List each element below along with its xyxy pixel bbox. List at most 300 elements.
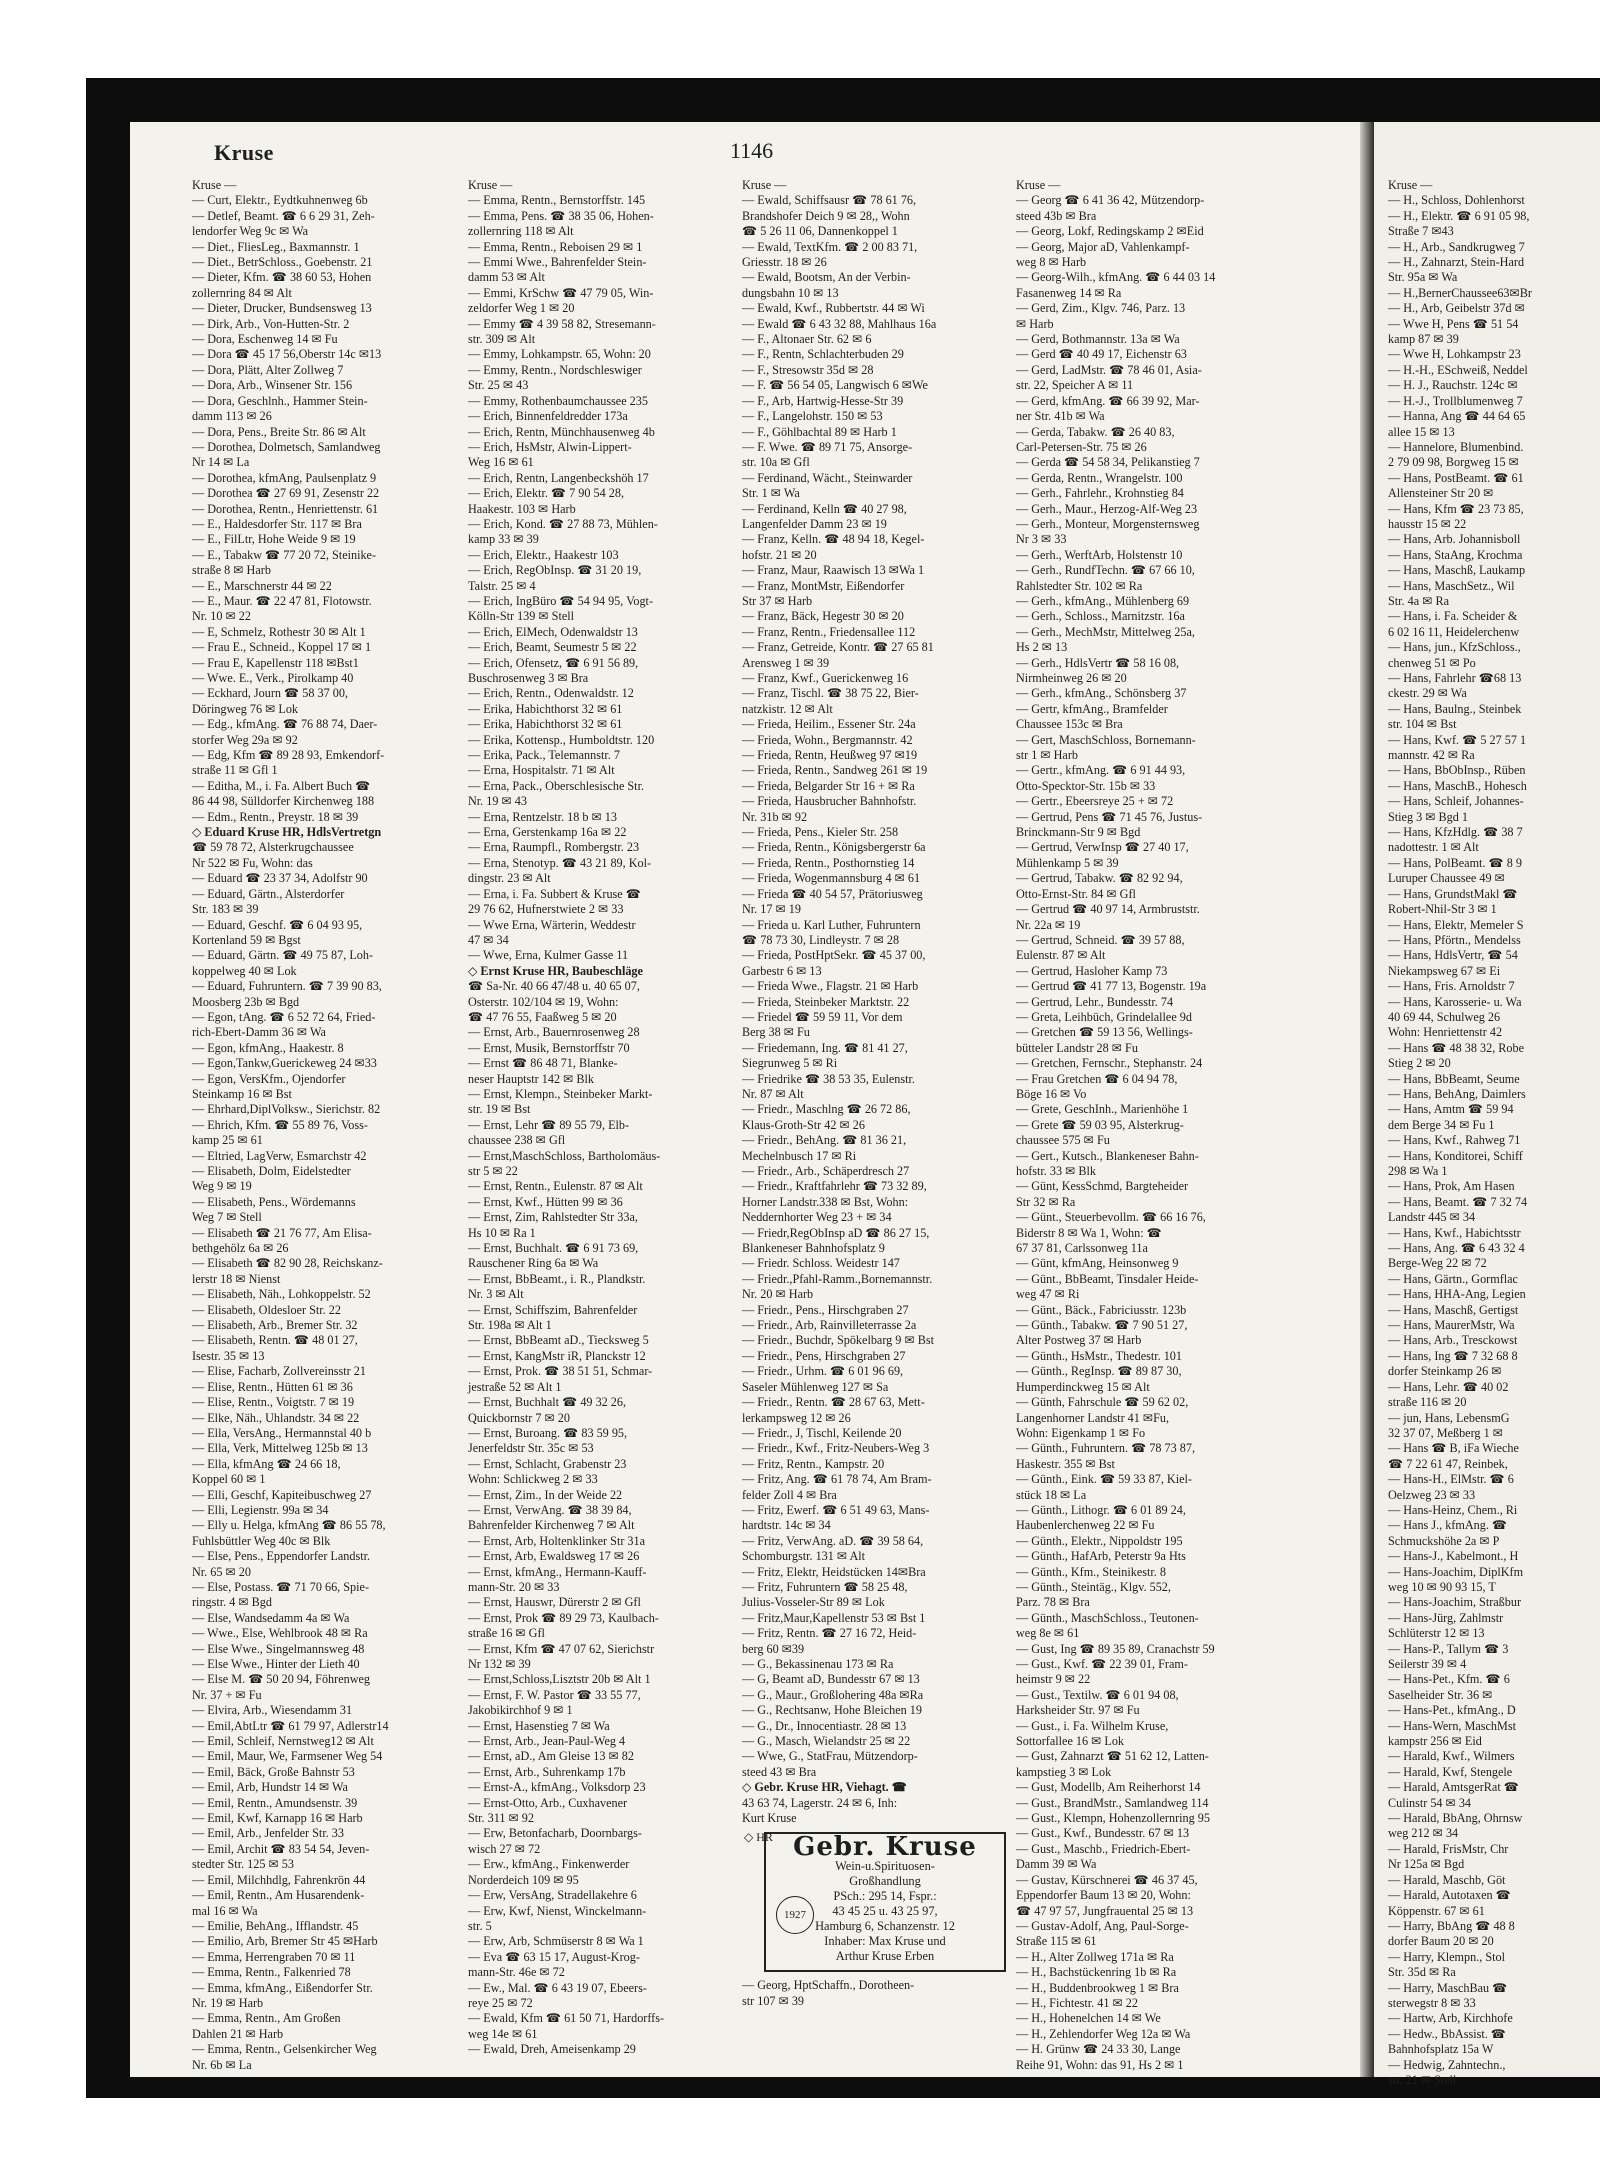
- directory-entry: kampstr 256 ✉ Eid: [1388, 1734, 1482, 1749]
- directory-entry: Saselheider Str. 36 ✉: [1388, 1687, 1493, 1702]
- directory-entry: str 107 ✉ 39: [742, 1993, 805, 2008]
- directory-entry: ckestr. 29 ✉ Wa: [1388, 686, 1467, 701]
- directory-entry: — H., Schloss, Dohlenhorst: [1388, 193, 1525, 208]
- directory-entry: — Friedel ☎ 59 59 11, Vor dem: [742, 1009, 903, 1024]
- directory-entry: Sottorfallee 16 ✉ Lok: [1016, 1734, 1125, 1749]
- directory-entry: — Ernst, Klempn., Steinbeker Markt-: [468, 1086, 653, 1101]
- directory-entry: — Wwe Erna, Wärterin, Weddestr: [468, 917, 636, 932]
- directory-entry: — Fritz, Rentn. ☎ 27 16 72, Heid-: [742, 1626, 917, 1641]
- directory-entry: — Ernst, Buchhalt. ☎ 6 91 73 69,: [468, 1241, 639, 1256]
- directory-entry: — Günth., RegInsp. ☎ 89 87 30,: [1016, 1364, 1182, 1379]
- directory-entry: allee 15 ✉ 13: [1388, 424, 1455, 439]
- ad-line: Großhandlung: [849, 1874, 921, 1889]
- directory-entry: — Egon, VersKfm., Ojendorfer: [192, 1071, 346, 1086]
- directory-entry: Brinckmann-Str 9 ✉ Bgd: [1016, 825, 1141, 840]
- ad-line: Inhaber: Max Kruse und: [824, 1934, 946, 1949]
- directory-entry: — H., Hohenelchen 14 ✉ We: [1016, 2011, 1161, 2026]
- directory-entry: — Friedr., Kwf., Fritz-Neubers-Weg 3: [742, 1441, 930, 1456]
- directory-entry: 2 79 09 98, Borgweg 15 ✉: [1388, 455, 1519, 470]
- directory-entry: str 5 ✉ 22: [468, 1164, 518, 1178]
- directory-entry: — Emmy, Lohkampstr. 65, Wohn: 20: [468, 347, 651, 362]
- directory-entry: — Gerd, Bothmannstr. 13a ✉ Wa: [1016, 332, 1180, 347]
- directory-entry: — Hans, Karosserie- u. Wa: [1388, 994, 1522, 1009]
- directory-entry: mannstr. 42 ✉ Ra: [1388, 748, 1475, 763]
- adjacent-page: [1374, 122, 1600, 2087]
- directory-entry: — Gertrud, Pens ☎ 71 45 76, Justus-: [1016, 809, 1203, 824]
- directory-entry: — Dora, Arb., Winsener Str. 156: [192, 378, 353, 393]
- directory-entry: Haakestr. 103 ✉ Harb: [468, 501, 576, 516]
- directory-entry: — Ernst, Kfm ☎ 47 07 62, Sierichstr: [468, 1641, 655, 1656]
- directory-entry: — Else Wwe., Singelmannsweg 48: [192, 1641, 365, 1656]
- directory-entry: — Wwe H, Lohkampstr 23: [1388, 347, 1521, 362]
- directory-entry: lerstr 18 ✉ Nienst: [192, 1271, 281, 1286]
- directory-entry: — H., Zahnarzt, Stein-Hard: [1388, 255, 1525, 270]
- directory-entry: 43 63 74, Lagerstr. 24 ✉ 6, Inh:: [742, 1795, 898, 1810]
- directory-entry: — Hans, Kwf., Habichtsstr: [1388, 1225, 1521, 1240]
- directory-entry: chenweg 51 ✉ Po: [1388, 655, 1476, 670]
- directory-entry: — Erw, VersAng, Stradellakehre 6: [468, 1888, 637, 1903]
- directory-entry: — Erw, Arb, Schmüserstr 8 ✉ Wa 1: [468, 1934, 644, 1949]
- directory-entry: — Frieda ☎ 40 54 57, Prätoriusweg: [742, 886, 923, 901]
- directory-entry: — Fritz, VerwAng. aD. ☎ 39 58 64,: [742, 1533, 924, 1548]
- directory-entry: — Else Wwe., Hinter der Lieth 40: [192, 1657, 360, 1671]
- directory-entry: Brandshofer Deich 9 ✉ 28,, Wohn: [742, 208, 910, 223]
- directory-entry: bethgehölz 6a ✉ 26: [192, 1241, 289, 1256]
- directory-entry: — Hans, GrundstMakl ☎: [1388, 886, 1518, 901]
- directory-entry: Klaus-Groth-Str 42 ✉ 26: [742, 1117, 865, 1132]
- directory-entry: nadottestr. 1 ✉ Alt: [1388, 840, 1479, 855]
- directory-entry: — Gust, Modellb, Am Reiherhorst 14: [1016, 1780, 1201, 1795]
- directory-entry: Nr. 3 ✉ Alt: [468, 1287, 524, 1302]
- directory-entry: — Ewald, Kwf., Rubbertstr. 44 ✉ Wi: [742, 301, 925, 316]
- directory-entry: — H., Zehlendorfer Weg 12a ✉ Wa: [1016, 2026, 1191, 2041]
- directory-entry: — H., Buddenbrookweg 1 ✉ Bra: [1016, 1980, 1179, 1995]
- directory-entry: — Gerh., MechMstr, Mittelweg 25a,: [1016, 624, 1195, 639]
- directory-entry: — Gertrud ☎ 40 97 14, Armbruststr.: [1016, 902, 1200, 917]
- directory-entry: — Emma, Herrengraben 70 ✉ 11: [192, 1949, 356, 1964]
- directory-entry: — Gustav, Kürschnerei ☎ 46 37 45,: [1016, 1872, 1198, 1887]
- directory-entry: — Frieda u. Karl Luther, Fuhruntern: [742, 917, 921, 932]
- directory-entry: — Elise, Facharb, Zollvereinsstr 21: [192, 1364, 366, 1379]
- directory-entry: — Emil, Bäck, Große Bahnstr 53: [192, 1764, 355, 1779]
- directory-entry: 298 ✉ Wa 1: [1388, 1164, 1448, 1178]
- directory-entry: — Günt., Steuerbevollm. ☎ 66 16 76,: [1016, 1210, 1206, 1225]
- directory-entry: — Elisabeth, Pens., Wördemanns: [192, 1194, 356, 1209]
- directory-entry: — H., Elektr. ☎ 6 91 05 98,: [1388, 208, 1530, 223]
- directory-entry: — Dorothea ☎ 27 69 91, Zesenstr 22: [192, 486, 380, 501]
- directory-entry: — E., Tabakw ☎ 77 20 72, Steinike-: [192, 547, 377, 562]
- directory-entry: — Else, Postass. ☎ 71 70 66, Spie-: [192, 1579, 370, 1594]
- directory-entry: Schomburgstr. 131 ✉ Alt: [742, 1549, 866, 1564]
- directory-entry: Nr. 22a ✉ 19: [1016, 917, 1081, 932]
- directory-entry: Kurt Kruse: [742, 1811, 797, 1826]
- directory-entry: — H. J., Rauchstr. 124c ✉: [1388, 378, 1518, 393]
- directory-entry: Siegrunweg 5 ✉ Ri: [742, 1056, 838, 1071]
- directory-entry: — Gretchen, Fernschr., Stephanstr. 24: [1016, 1056, 1203, 1071]
- directory-entry: — Harald, BbAng, Ohrnsw: [1388, 1811, 1523, 1826]
- directory-entry: — Friedr., Buchdr, Spökelbarg 9 ✉ Bst: [742, 1333, 934, 1348]
- directory-entry: Nr 125a ✉ Bgd: [1388, 1857, 1465, 1872]
- directory-entry: — H., Arb, Geibelstr 37d ✉: [1388, 301, 1525, 316]
- directory-entry: — Emmy ☎ 4 39 58 82, Stresemann-: [468, 316, 656, 331]
- directory-entry: — Gerh., kfmAng., Schönsberg 37: [1016, 686, 1187, 701]
- directory-entry: — Hans, Maschß, Laukamp: [1388, 563, 1526, 578]
- directory-entry: — jun, Hans, LebensmG: [1388, 1410, 1510, 1425]
- directory-entry: — Fritz, Ang. ☎ 61 78 74, Am Bram-: [742, 1472, 932, 1487]
- directory-entry: — H., Arb., Sandkrugweg 7: [1388, 239, 1525, 254]
- directory-entry: — Günth., Steintäg., Klgv. 552,: [1016, 1579, 1171, 1594]
- directory-entry: — Frieda, Rentn., Sandweg 261 ✉ 19: [742, 763, 928, 778]
- directory-entry: — Erna, Hospitalstr. 71 ✉ Alt: [468, 763, 615, 778]
- directory-entry: — Hans-Pet., Kfm. ☎ 6: [1388, 1672, 1510, 1687]
- directory-entry: Wohn: Henriettenstr 42: [1388, 1025, 1503, 1040]
- directory-entry: — Friedrike ☎ 38 53 35, Eulenstr.: [742, 1071, 915, 1086]
- directory-entry: — Elly u. Helga, kfmAng ☎ 86 55 78,: [192, 1518, 386, 1533]
- directory-entry: mal 16 ✉ Wa: [192, 1903, 258, 1918]
- directory-entry: — Emil,AbtLtr ☎ 61 79 97, Adlerstr14: [192, 1718, 389, 1733]
- directory-entry: Kölln-Str 139 ✉ Stell: [468, 609, 575, 624]
- directory-entry: — Günth., Lithogr. ☎ 6 01 89 24,: [1016, 1502, 1186, 1517]
- directory-entry: — Gerh., RundfTechn. ☎ 67 66 10,: [1016, 563, 1195, 578]
- directory-entry: — Ewald ☎ 6 43 32 88, Mahlhaus 16a: [742, 316, 937, 331]
- directory-entry: — Emma, Rentn., Am Großen: [192, 2011, 341, 2026]
- directory-entry: Schlüterstr 12 ✉ 13: [1388, 1626, 1485, 1641]
- directory-entry: — Hans, Baulng., Steinbek: [1388, 701, 1522, 716]
- directory-entry: — E., FilLtr, Hohe Weide 9 ✉ 19: [192, 532, 356, 547]
- directory-entry: Nr. 20 ✉ Harb: [742, 1287, 814, 1302]
- directory-entry: — Else, Pens., Eppendorfer Landstr.: [192, 1549, 371, 1564]
- directory-entry: Allensteiner Str 20 ✉: [1388, 486, 1494, 501]
- directory-entry: Str. 4a ✉ Ra: [1388, 593, 1449, 608]
- directory-entry: — Ella, VersAng., Hermannstal 40 b: [192, 1425, 372, 1440]
- directory-entry: — Ernst, Lehr ☎ 89 55 79, Elb-: [468, 1117, 630, 1132]
- directory-entry: — Friedr., Arb, Rainvilleterrasse 2a: [742, 1318, 917, 1333]
- directory-entry: Arensweg 1 ✉ 39: [742, 655, 830, 670]
- directory-entry: — Ewald, Bootsm, An der Verbin-: [742, 270, 911, 285]
- directory-entry: — Hans, Beamt. ☎ 7 32 74: [1388, 1194, 1528, 1209]
- directory-entry: — Ernst-A., kfmAng., Volksdorp 23: [468, 1780, 646, 1795]
- directory-entry: — Ernst, KangMstr iR, Planckstr 12: [468, 1348, 646, 1363]
- ad-line: Arthur Kruse Erben: [835, 1949, 935, 1964]
- directory-entry: — Eltried, LagVerw, Esmarchstr 42: [192, 1148, 367, 1163]
- directory-entry: Seilerstr 39 ✉ 4: [1388, 1657, 1467, 1671]
- directory-entry: — Elli, Legienstr. 99a ✉ 34: [192, 1502, 329, 1517]
- directory-entry: — H.-H., ESchweiß, Neddel: [1388, 362, 1528, 377]
- business-entry: ◇ Eduard Kruse HR, HdlsVertretgn: [192, 825, 382, 840]
- directory-entry: Str. 198a ✉ Alt 1: [468, 1318, 552, 1333]
- directory-entry: — Ernst, Schiffszim, Bahrenfelder: [468, 1302, 638, 1317]
- directory-entry: ringstr. 4 ✉ Bgd: [192, 1595, 272, 1610]
- directory-entry: Böge 16 ✉ Vo: [1016, 1086, 1087, 1101]
- directory-entry: — Ehrhard,DiplVolksw., Sierichstr. 82: [192, 1102, 381, 1117]
- directory-entry: — Emma, Pens. ☎ 38 35 06, Hohen-: [468, 208, 654, 223]
- directory-entry: kamp 25 ✉ 61: [192, 1133, 263, 1148]
- directory-entry: — Fritz,Maur,Kapellenstr 53 ✉ Bst 1: [742, 1610, 926, 1625]
- directory-entry: Kruse —: [1388, 178, 1433, 192]
- directory-entry: — Hans, Ang. ☎ 6 43 32 4: [1388, 1241, 1525, 1256]
- directory-entry: — F., Rentn, Schlachterbuden 29: [742, 347, 904, 362]
- directory-entry: — Hans-Joachim, DiplKfm: [1388, 1564, 1524, 1579]
- directory-entry: — Hartw, Arb, Kirchhofe: [1388, 2011, 1513, 2026]
- directory-entry: — Friedr., Urhm. ☎ 6 01 96 69,: [742, 1364, 904, 1379]
- directory-entry: — Gust., Maschb., Friedrich-Ebert-: [1016, 1841, 1191, 1856]
- directory-entry: — Emma, Rentn., Bernstorffstr. 145: [468, 193, 646, 208]
- directory-entry: — F., Arb, Hartwig-Hesse-Str 39: [742, 393, 904, 408]
- directory-entry: — Harald, Kwf, Stengele: [1388, 1764, 1513, 1779]
- directory-entry: Fuhlsbüttler Weg 40c ✉ Blk: [192, 1533, 331, 1548]
- directory-entry: — Grete, GeschInh., Marienhöhe 1: [1016, 1102, 1189, 1117]
- directory-entry: — Elisabeth, Näh., Lohkoppelstr. 52: [192, 1287, 371, 1302]
- directory-entry: — Egon, tAng. ☎ 6 52 72 64, Fried-: [192, 1009, 376, 1024]
- directory-entry: — Fritz, Rentn., Kampstr. 20: [742, 1456, 885, 1471]
- directory-entry: — Georg, Major aD, Vahlenkampf-: [1016, 239, 1190, 254]
- directory-entry: — Erich, HsMstr, Alwin-Lippert-: [468, 439, 632, 454]
- directory-entry: — Hans, PostBeamt. ☎ 61: [1388, 470, 1524, 485]
- ad-line: Wein-u.Spirituosen-: [835, 1859, 935, 1874]
- directory-entry: — Hans, Schleif, Johannes-: [1388, 794, 1524, 809]
- directory-entry: — G, Beamt aD, Bundesstr 67 ✉ 13: [742, 1672, 920, 1687]
- directory-entry: — Wwe H, Pens ☎ 51 54: [1388, 316, 1519, 331]
- directory-entry: Julius-Vosseler-Str 89 ✉ Lok: [742, 1595, 885, 1610]
- directory-entry: — Ernst, Rentn., Eulenstr. 87 ✉ Alt: [468, 1179, 643, 1194]
- directory-entry: — Günth., Eink. ☎ 59 33 87, Kiel-: [1016, 1472, 1192, 1487]
- directory-entry: rich-Ebert-Damm 36 ✉ Wa: [192, 1025, 326, 1040]
- directory-entry: — Erika, Pack., Telemannstr. 7: [468, 748, 620, 763]
- business-entry: ◇ Gebr. Kruse HR, Viehagt. ☎: [742, 1780, 907, 1795]
- directory-entry: — Erna, Stenotyp. ☎ 43 21 89, Kol-: [468, 855, 652, 870]
- directory-entry: Mechelnbusch 17 ✉ Ri: [742, 1148, 857, 1163]
- directory-entry: — Editha, M., i. Fa. Albert Buch ☎: [192, 778, 371, 793]
- directory-entry: Koppel 60 ✉ 1: [192, 1472, 266, 1487]
- directory-entry: — Hans, MaschB., Hohesch: [1388, 778, 1527, 793]
- directory-entry: dingstr. 23 ✉ Alt: [468, 871, 551, 886]
- directory-entry: Berg 38 ✉ Fu: [742, 1025, 810, 1040]
- directory-entry: Köppenstr. 67 ✉ 61: [1388, 1903, 1485, 1918]
- directory-entry: — Gust., BrandMstr., Samlandweg 114: [1016, 1795, 1209, 1810]
- directory-entry: Horner Landstr.338 ✉ Bst, Wohn:: [742, 1194, 909, 1209]
- directory-entry: heimstr 9 ✉ 22: [1016, 1672, 1091, 1687]
- directory-entry: — Gert, MaschSchloss, Bornemann-: [1016, 732, 1196, 747]
- directory-entry: — Ella, kfmAng ☎ 24 66 18,: [192, 1456, 341, 1471]
- directory-entry: — Detlef, Beamt. ☎ 6 6 29 31, Zeh-: [192, 208, 375, 223]
- directory-entry: — Greta, Leihbüch, Grindelallee 9d: [1016, 1009, 1192, 1024]
- directory-entry: — Emilie, BehAng., Ifflandstr. 45: [192, 1918, 359, 1933]
- directory-entry: — Erich, Rentn, Münchhausenweg 4b: [468, 424, 655, 439]
- directory-entry: — Hans, StaAng, Krochma: [1388, 547, 1523, 562]
- directory-entry: Griesstr. 18 ✉ 26: [742, 255, 827, 270]
- directory-entry: straße 116 ✉ 20: [1388, 1395, 1467, 1410]
- directory-entry: Nr. 65 ✉ 20: [192, 1564, 251, 1579]
- directory-entry: — Elisabeth, Rentn. ☎ 48 01 27,: [192, 1333, 358, 1348]
- directory-entry: Haubenlerchenweg 22 ✉ Fu: [1016, 1518, 1155, 1533]
- directory-entry: — Ella, Verk, Mittelweg 125b ✉ 13: [192, 1441, 368, 1456]
- directory-entry: — Erika, Habichthorst 32 ✉ 61: [468, 717, 623, 732]
- adjacent-page-column: [1388, 178, 1598, 2088]
- directory-entry: — Else, Wandsedamm 4a ✉ Wa: [192, 1610, 350, 1625]
- directory-entry: hardtstr. 14c ✉ 34: [742, 1518, 831, 1533]
- directory-entry: — Ernst, Kwf., Hütten 99 ✉ 36: [468, 1194, 623, 1209]
- directory-entry: — G., Masch, Wielandstr 25 ✉ 22: [742, 1734, 911, 1749]
- directory-entry: — Dorothea, Rentn., Henriettenstr. 61: [192, 501, 379, 516]
- directory-entry: Str. 25 ✉ 43: [468, 378, 529, 393]
- directory-entry: — Franz, Maur, Raawisch 13 ✉Wa 1: [742, 563, 925, 578]
- directory-entry: — Edm., Rentn., Preystr. 18 ✉ 39: [192, 809, 359, 824]
- directory-entry: — Frieda, Hausbrucher Bahnhofstr.: [742, 794, 917, 809]
- directory-entry: — Diet., FliesLeg., Baxmannstr. 1: [192, 239, 360, 254]
- directory-entry: — Hans-J., Kabelmont., H: [1388, 1549, 1519, 1564]
- directory-entry: zollernring 84 ✉ Alt: [192, 285, 292, 300]
- directory-entry: Rauschener Ring 6a ✉ Wa: [468, 1256, 599, 1271]
- directory-entry: Weg 16 ✉ 61: [468, 455, 534, 470]
- column-2: [468, 178, 736, 2058]
- directory-entry: — Erna, i. Fa. Subbert & Kruse ☎: [468, 886, 641, 901]
- directory-entry: — Franz, Tischl. ☎ 38 75 22, Bier-: [742, 686, 919, 701]
- directory-entry: — Erich, RegObInsp. ☎ 31 20 19,: [468, 563, 642, 578]
- directory-entry: Haskestr. 355 ✉ Bst: [1016, 1456, 1115, 1471]
- directory-entry: — Gertr, kfmAng., Bramfelder: [1016, 701, 1168, 716]
- directory-entry: — Gerh., Fahrlehr., Krohnstieg 84: [1016, 486, 1184, 501]
- directory-entry: — Hans-H., ElMstr. ☎ 6: [1388, 1472, 1514, 1487]
- directory-entry: — Günth, Fahrschule ☎ 59 62 02,: [1016, 1395, 1189, 1410]
- directory-entry: Oelzweg 23 ✉ 33: [1388, 1487, 1476, 1502]
- directory-entry: — Emil, Archit ☎ 83 54 54, Jeven-: [192, 1841, 370, 1856]
- directory-entry: — Else M. ☎ 50 20 94, Föhrenweg: [192, 1672, 371, 1687]
- directory-entry: Dahlen 21 ✉ Harb: [192, 2026, 284, 2041]
- directory-entry: Saseler Mühlenweg 127 ✉ Sa: [742, 1379, 889, 1394]
- column-3-tail: [742, 1978, 1010, 2009]
- directory-entry: — Hans, Pförtn., Mendelss: [1388, 932, 1521, 947]
- directory-entry: — Dora, Geschlnh., Hammer Stein-: [192, 393, 368, 408]
- directory-entry: — H., Alter Zollweg 171a ✉ Ra: [1016, 1949, 1174, 1964]
- directory-entry: Schmuckshöhe 2a ✉ P: [1388, 1533, 1500, 1548]
- directory-entry: — Frieda, Heilim., Essener Str. 24a: [742, 717, 916, 732]
- directory-entry: 86 44 98, Sülldorfer Kirchenweg 188: [192, 794, 375, 809]
- directory-entry: Stieg 3 ✉ Bgd 1: [1388, 809, 1468, 824]
- directory-entry: — H.,BernerChaussee63✉Br: [1388, 285, 1532, 300]
- column-1: [192, 178, 460, 2073]
- directory-entry: Nr 132 ✉ 39: [468, 1657, 531, 1671]
- directory-entry: — Elisabeth, Dolm, Eidelstedter: [192, 1164, 351, 1178]
- directory-entry: neser Hauptstr 142 ✉ Blk: [468, 1071, 594, 1086]
- directory-entry: — Emil, Arb., Jenfelder Str. 33: [192, 1826, 344, 1841]
- directory-entry: Str 32 ✉ Ra: [1016, 1194, 1076, 1209]
- directory-entry: 67 37 81, Carlssonweg 11a: [1016, 1241, 1148, 1256]
- directory-entry: — Emmi Wwe., Bahrenfelder Stein-: [468, 255, 647, 270]
- directory-entry: — Günt., Bäck., Fabriciusstr. 123b: [1016, 1302, 1187, 1317]
- directory-entry: — Frieda, Belgarder Str 16 + ✉ Ra: [742, 778, 915, 793]
- directory-entry: ☎ 5 26 11 06, Dannenkoppel 1: [742, 224, 898, 239]
- directory-entry: — Erich, Elektr., Haakestr 103: [468, 547, 619, 562]
- directory-entry: — Ernst,Schloss,Lisztstr 20b ✉ Alt 1: [468, 1672, 651, 1687]
- directory-entry: Kruse —: [468, 178, 513, 192]
- directory-entry: dorfer Steinkamp 26 ✉: [1388, 1364, 1502, 1379]
- directory-entry: — Erika, Habichthorst 32 ✉ 61: [468, 701, 623, 716]
- directory-entry: lendorfer Weg 9c ✉ Wa: [192, 224, 309, 239]
- directory-entry: — Hans J., kfmAng. ☎: [1388, 1518, 1508, 1533]
- directory-entry: Straße 115 ✉ 61: [1016, 1934, 1097, 1949]
- directory-entry: — Elisabeth ☎ 21 76 77, Am Elisa-: [192, 1225, 372, 1240]
- directory-entry: — Friedr., Rentn. ☎ 28 67 63, Mett-: [742, 1395, 925, 1410]
- directory-entry: — Dora, Pens., Breite Str. 86 ✉ Alt: [192, 424, 366, 439]
- directory-entry: — Gertrud, VerwInsp ☎ 27 40 17,: [1016, 840, 1189, 855]
- directory-entry: kamp 87 ✉ 39: [1388, 332, 1459, 347]
- directory-entry: — Hans, Amtm ☎ 59 94: [1388, 1102, 1514, 1117]
- directory-entry: — Erich, Rentn., Odenwaldstr. 12: [468, 686, 634, 701]
- directory-entry: — Hans ☎ 48 38 32, Robe: [1388, 1040, 1525, 1055]
- directory-entry: — Gerh., Maur., Herzog-Alf-Weg 23: [1016, 501, 1198, 516]
- directory-entry: weg 14e ✉ 61: [468, 2026, 538, 2041]
- directory-entry: Berge-Weg 22 ✉ 72: [1388, 1256, 1487, 1271]
- directory-entry: — Hans, HdlsVertr, ☎ 54: [1388, 948, 1518, 963]
- directory-entry: — Ernst, Zim., In der Weide 22: [468, 1487, 623, 1502]
- directory-entry: — Hans, BehAng, Daimlers: [1388, 1086, 1526, 1101]
- directory-entry: — Eduard, Fuhruntern. ☎ 7 39 90 83,: [192, 979, 382, 994]
- directory-entry: — Friedr., J, Tischl, Keilende 20: [742, 1425, 902, 1440]
- directory-entry: — Elisabeth, Arb., Bremer Str. 32: [192, 1318, 358, 1333]
- directory-entry: str. 22, Speicher A ✉ 11: [1016, 378, 1134, 393]
- directory-entry: damm 113 ✉ 26: [192, 409, 272, 424]
- directory-entry: ☎ 7 22 61 47, Reinbek,: [1388, 1456, 1508, 1471]
- directory-entry: — Emmy, Rentn., Nordschleswiger: [468, 362, 642, 377]
- directory-entry: — Dora ☎ 45 17 56,Oberstr 14c ✉13: [192, 347, 382, 362]
- directory-entry: — Hans, Arb., Tresckowst: [1388, 1333, 1518, 1348]
- directory-entry: felder Zoll 4 ✉ Bra: [742, 1487, 837, 1502]
- business-entry: ◇ Ernst Kruse HR, Baubeschläge: [468, 963, 643, 978]
- directory-entry: — Frieda, Pens., Kieler Str. 258: [742, 825, 899, 840]
- directory-entry: — Emmy, Rothenbaumchaussee 235: [468, 393, 648, 408]
- directory-entry: — Emil, Milchhdlg, Fahrenkrön 44: [192, 1872, 366, 1887]
- directory-entry: — Friedr., Kraftfahrlehr ☎ 73 32 89,: [742, 1179, 927, 1194]
- directory-entry: — Gertrud, Tabakw. ☎ 82 92 94,: [1016, 871, 1183, 886]
- directory-entry: — Friedr., Maschlng ☎ 26 72 86,: [742, 1102, 911, 1117]
- directory-entry: — Ewald, Dreh, Ameisenkamp 29: [468, 2042, 636, 2057]
- directory-entry: — Egon,Tankw,Guerickeweg 24 ✉33: [192, 1056, 377, 1071]
- directory-entry: — F., Altonaer Str. 62 ✉ 6: [742, 332, 872, 347]
- directory-entry: — Ewald, Kfm ☎ 61 50 71, Hardorffs-: [468, 2011, 665, 2026]
- directory-entry: chaussee 238 ✉ Gfl: [468, 1133, 566, 1148]
- directory-entry: — Gerh., Schloss., Marnitzstr. 16a: [1016, 609, 1185, 624]
- directory-entry: — Ernst, Prok ☎ 89 29 73, Kaulbach-: [468, 1610, 659, 1625]
- directory-entry: — Diet., BetrSchloss., Goebenstr. 21: [192, 255, 373, 270]
- directory-entry: — Elisabeth, Oldesloer Str. 22: [192, 1302, 341, 1317]
- directory-entry: — Erich, Ofensetz, ☎ 6 91 56 89,: [468, 655, 639, 670]
- directory-entry: Nr 3 ✉ 33: [1016, 532, 1067, 547]
- directory-entry: Fasanenweg 14 ✉ Ra: [1016, 285, 1122, 300]
- directory-entry: — Georg, HptSchaffn., Dorotheen-: [742, 1978, 915, 1993]
- directory-entry: — Emil, Schleif, Nernstweg12 ✉ Alt: [192, 1734, 374, 1749]
- directory-entry: — Eduard, Geschf. ☎ 6 04 93 95,: [192, 917, 363, 932]
- directory-entry: — Frieda, Wogenmannsburg 4 ✉ 61: [742, 871, 921, 886]
- directory-entry: — Fritz, Fuhruntern ☎ 58 25 48,: [742, 1579, 908, 1594]
- directory-entry: Nr. 87 ✉ Alt: [742, 1086, 804, 1101]
- directory-entry: str. 10a ✉ Gfl: [742, 455, 810, 470]
- directory-entry: zollernring 118 ✉ Alt: [468, 224, 574, 239]
- directory-entry: — Gerh., Monteur, Morgensternsweg: [1016, 516, 1200, 531]
- directory-entry: Straße 7 ✉43: [1388, 224, 1454, 239]
- directory-entry: berg 60 ✉39: [742, 1641, 805, 1656]
- directory-entry: straße 16 ✉ Gfl: [468, 1626, 545, 1641]
- directory-entry: — Gertrud, Schneid. ☎ 39 57 88,: [1016, 932, 1185, 947]
- directory-entry: Str. 183 ✉ 39: [192, 902, 259, 917]
- directory-entry: Langenfelder Damm 23 ✉ 19: [742, 516, 887, 531]
- directory-entry: — Frieda, Rentn, Heußweg 97 ✉19: [742, 748, 918, 763]
- directory-entry: — Elisabeth ☎ 82 90 28, Reichskanz-: [192, 1256, 383, 1271]
- book-gutter: [1360, 122, 1374, 2077]
- directory-entry: — Erika, Kottensp., Humboldtstr. 120: [468, 732, 655, 747]
- directory-entry: — Hans, Kwf., Rahweg 71: [1388, 1133, 1521, 1148]
- directory-entry: — Hedw., BbAssist. ☎: [1388, 2026, 1506, 2041]
- directory-entry: — Hans, Ing ☎ 7 32 68 8: [1388, 1348, 1518, 1363]
